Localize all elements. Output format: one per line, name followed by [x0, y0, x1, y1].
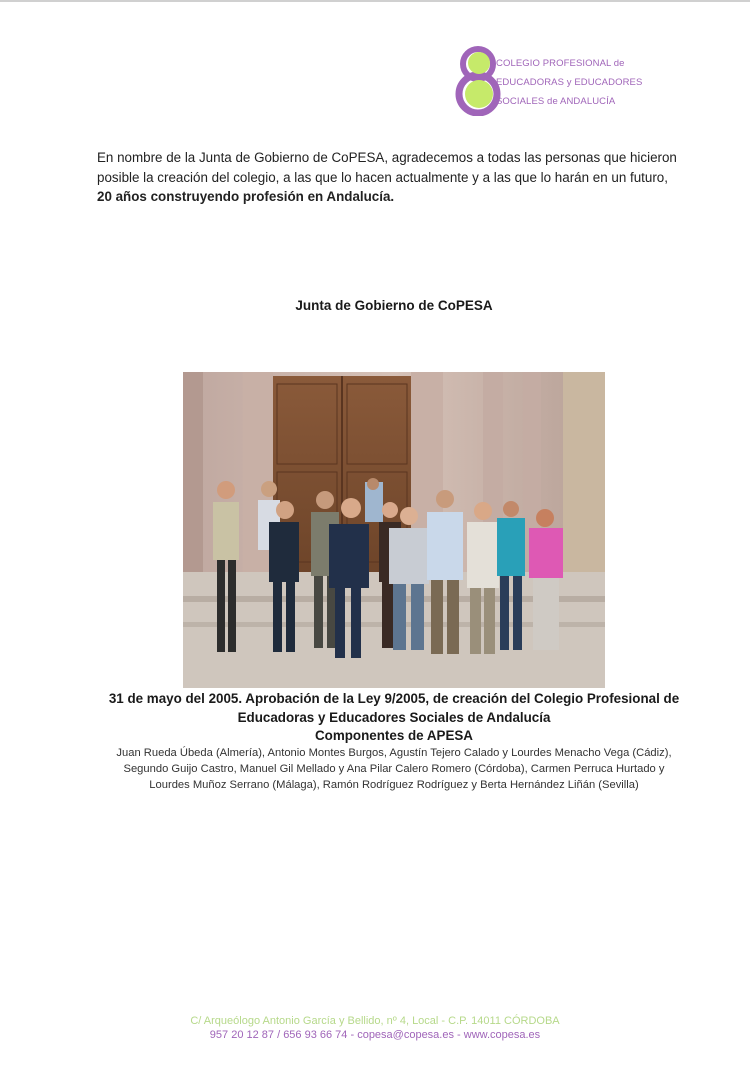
logo-text: [496, 54, 642, 111]
footer: [0, 1014, 750, 1042]
group-photo: [183, 372, 605, 688]
logo-line-2: EDUCADORAS y EDUCADORES: [496, 77, 643, 88]
footer-contact: 957 20 12 87 / 656 93 66 74 - copesa@copesa.es - www.copesa.es: [209, 1029, 541, 1041]
top-divider: [0, 0, 750, 2]
caption-line-1: 31 de mayo del 2005. Aprobación de la Ley 9/2005, de creación del Colegio Profesional de: [108, 691, 680, 706]
footer-address: C/ Arqueólogo Antonio García y Bellido, nº 4, Local - C.P. 14011 CÓRDOBA: [190, 1015, 560, 1027]
members-title: Componentes de APESA: [315, 728, 473, 743]
photo-caption: [0, 689, 750, 727]
members-list: Juan Rueda Úbeda (Almería), Antonio Montes Burgos, Agustín Tejero Calado y Lourdes Menacho Vega (Cádiz), Segundo Guijo Castro, Manuel Gil Mellado y Ana Pilar Calero Romero (Córdoba), Carmen Perruca Hurtado y Lourdes Muñoz Serrano (Málaga), Ramón Rodríguez Rodríguez y Berta Hernández Liñán (Sevilla): [116, 747, 672, 791]
copesa-logo: [452, 44, 682, 116]
caption-line-2: Educadoras y Educadores Sociales de Andalucía: [237, 710, 551, 725]
intro-text: En nombre de la Junta de Gobierno de CoPESA, agradecemos a todas las personas que hicieron posible la creación del colegio, a las que lo hacen actualmente y a las que lo harán en un futuro,: [97, 150, 677, 185]
intro-bold-text: 20 años construyendo profesión en Andalucía.: [97, 189, 395, 204]
signature-line: Junta de Gobierno de CoPESA: [295, 298, 493, 313]
logo-line-1: COLEGIO PROFESIONAL de: [496, 58, 625, 69]
logo-line-3: SOCIALES de ANDALUCÍA: [496, 96, 616, 107]
intro-paragraph: [97, 148, 697, 207]
